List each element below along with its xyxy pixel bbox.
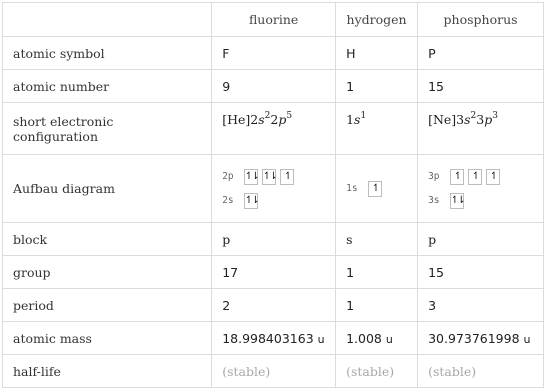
row-label-period: period	[3, 289, 212, 322]
cell-fluorine-config	[212, 103, 336, 155]
table-row	[3, 37, 544, 70]
aufbau-subshell	[222, 189, 325, 213]
cell-fluorine-period: 2	[212, 289, 336, 322]
mass-unit: u	[385, 332, 393, 346]
mass-value: 30.973761998	[428, 330, 520, 346]
row-label-line: configuration	[13, 128, 98, 144]
row-label-electronic-configuration	[3, 103, 212, 155]
table-row	[3, 322, 544, 355]
row-label-group: group	[3, 256, 212, 289]
column-header-phosphorus: phosphorus	[418, 3, 544, 37]
corner-cell	[3, 3, 212, 37]
config-shell: 1	[346, 112, 355, 127]
subshell-label: 2p	[222, 171, 234, 182]
aufbau-subshell	[222, 165, 325, 189]
cell-phosphorus-period: 3	[418, 289, 544, 322]
orbital-box: ↿	[368, 181, 382, 197]
mass-value: 1.008	[346, 330, 382, 346]
aufbau-subshell	[346, 177, 407, 201]
table-row	[3, 155, 544, 223]
config-shell: 2	[250, 112, 259, 127]
config-core: [He]	[222, 112, 251, 127]
aufbau-subshell	[428, 189, 533, 213]
orbital-box: ↿	[486, 169, 500, 185]
aufbau-subshell	[428, 165, 533, 189]
cell-phosphorus-number: 15	[418, 70, 544, 103]
row-label-line: short electronic	[13, 113, 114, 129]
cell-hydrogen-block: s	[336, 223, 418, 256]
mass-value: 18.998403163	[222, 330, 314, 346]
column-header-hydrogen: hydrogen	[336, 3, 418, 37]
config-orbital: s	[464, 112, 471, 127]
table-row	[3, 289, 544, 322]
row-label-atomic-symbol: atomic symbol	[3, 37, 212, 70]
cell-phosphorus-mass	[418, 322, 544, 355]
cell-fluorine-half-life: (stable)	[212, 355, 336, 388]
config-electrons: 1	[360, 111, 367, 121]
config-orbital: p	[278, 112, 287, 127]
config-orbital: s	[258, 112, 265, 127]
mass-unit: u	[523, 332, 531, 346]
row-label-half-life: half-life	[3, 355, 212, 388]
row-label-atomic-mass: atomic mass	[3, 322, 212, 355]
config-electrons: 2	[264, 111, 271, 121]
cell-phosphorus-group: 15	[418, 256, 544, 289]
config-shell: 2	[270, 112, 279, 127]
orbital-box: ↿⇂	[262, 169, 276, 185]
config-electrons: 5	[286, 111, 293, 121]
cell-phosphorus-config	[418, 103, 544, 155]
cell-hydrogen-config	[336, 103, 418, 155]
header-row	[3, 3, 544, 37]
column-header-fluorine: fluorine	[212, 3, 336, 37]
cell-fluorine-number: 9	[212, 70, 336, 103]
orbital-box: ↿	[280, 169, 294, 185]
table-row	[3, 70, 544, 103]
cell-fluorine-aufbau	[212, 155, 336, 223]
orbital-box: ↿⇂	[244, 169, 258, 185]
cell-hydrogen-half-life: (stable)	[336, 355, 418, 388]
table-row	[3, 103, 544, 155]
row-label-aufbau-diagram: Aufbau diagram	[3, 155, 212, 223]
table-row	[3, 223, 544, 256]
orbital-box: ↿	[468, 169, 482, 185]
config-orbital: s	[354, 112, 361, 127]
config-shell: 3	[456, 112, 465, 127]
cell-phosphorus-aufbau	[418, 155, 544, 223]
subshell-label: 1s	[346, 183, 358, 194]
orbital-box: ↿⇂	[450, 193, 464, 209]
cell-phosphorus-symbol: P	[418, 37, 544, 70]
cell-hydrogen-number: 1	[336, 70, 418, 103]
cell-hydrogen-period: 1	[336, 289, 418, 322]
cell-phosphorus-block: p	[418, 223, 544, 256]
orbital-box: ↿⇂	[244, 193, 258, 209]
config-shell: 3	[476, 112, 485, 127]
config-orbital: p	[484, 112, 493, 127]
cell-phosphorus-half-life: (stable)	[418, 355, 544, 388]
cell-hydrogen-group: 1	[336, 256, 418, 289]
config-electrons: 3	[492, 111, 498, 121]
element-properties-table	[2, 2, 544, 388]
cell-fluorine-group: 17	[212, 256, 336, 289]
config-core: [Ne]	[428, 112, 457, 127]
cell-hydrogen-aufbau	[336, 155, 418, 223]
config-electrons: 2	[470, 111, 477, 121]
table-row	[3, 355, 544, 388]
mass-unit: u	[317, 332, 325, 346]
subshell-label: 3p	[428, 171, 440, 182]
cell-fluorine-block: p	[212, 223, 336, 256]
table-row	[3, 256, 544, 289]
subshell-label: 2s	[222, 195, 234, 206]
orbital-box: ↿	[450, 169, 464, 185]
cell-fluorine-symbol: F	[212, 37, 336, 70]
row-label-atomic-number: atomic number	[3, 70, 212, 103]
subshell-label: 3s	[428, 195, 440, 206]
row-label-block: block	[3, 223, 212, 256]
cell-fluorine-mass	[212, 322, 336, 355]
cell-hydrogen-mass	[336, 322, 418, 355]
cell-hydrogen-symbol: H	[336, 37, 418, 70]
